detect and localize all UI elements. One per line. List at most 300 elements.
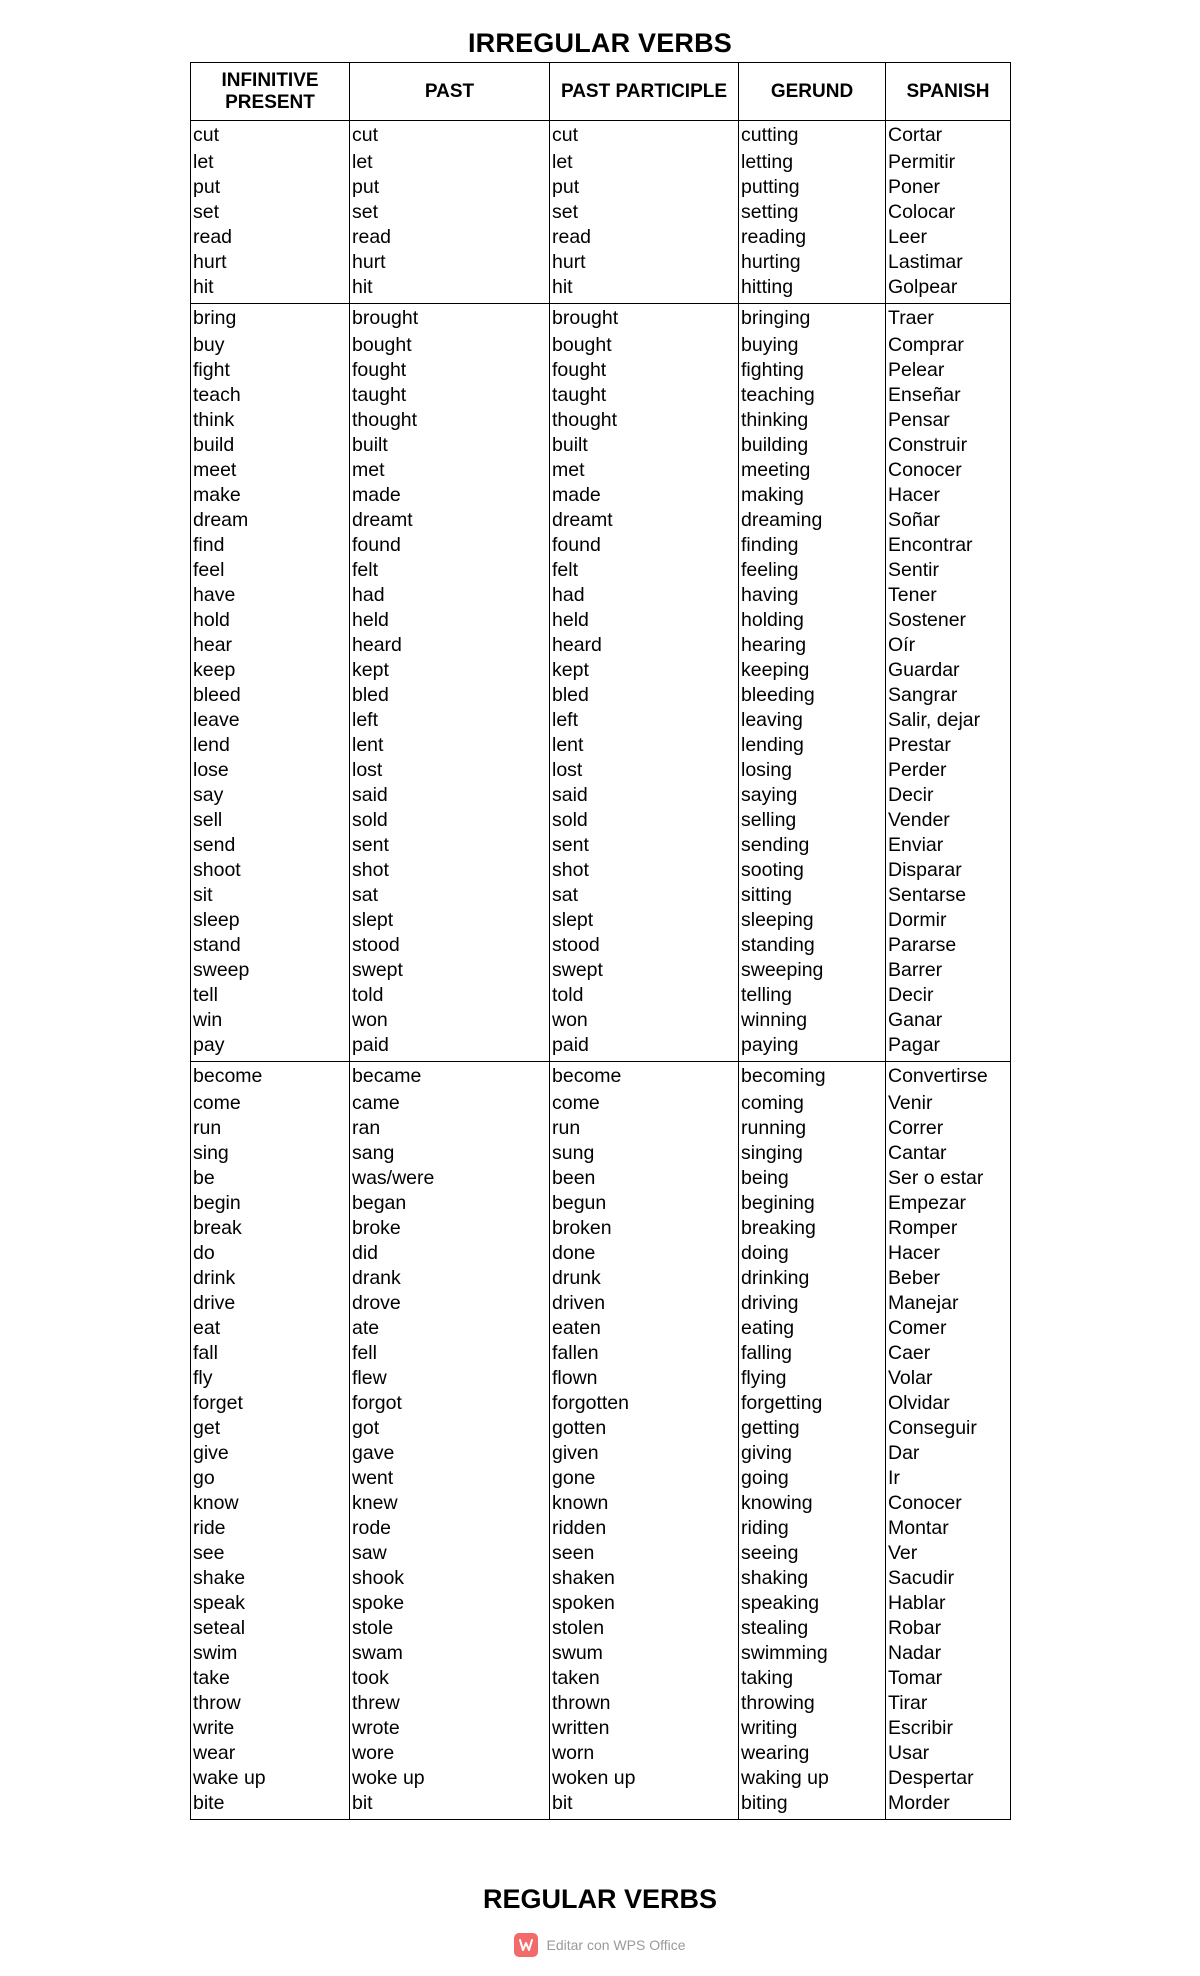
cell-infinitive: set — [191, 200, 350, 225]
cell-past: put — [350, 175, 550, 200]
table-row — [191, 150, 1011, 175]
cell-gerund: bleeding — [739, 683, 886, 708]
cell-infinitive: fight — [191, 358, 350, 383]
cell-infinitive: forget — [191, 1391, 350, 1416]
cell-past: forgot — [350, 1391, 550, 1416]
cell-past-participle: swept — [550, 958, 739, 983]
cell-spanish: Tomar — [886, 1666, 1011, 1691]
table-row — [191, 275, 1011, 304]
table-row — [191, 1216, 1011, 1241]
cell-past-participle: ridden — [550, 1516, 739, 1541]
cell-spanish: Dormir — [886, 908, 1011, 933]
cell-past-participle: sent — [550, 833, 739, 858]
cell-gerund: shaking — [739, 1566, 886, 1591]
cell-past-participle: thought — [550, 408, 739, 433]
cell-infinitive: sit — [191, 883, 350, 908]
cell-spanish: Lastimar — [886, 250, 1011, 275]
cell-past-participle: fought — [550, 358, 739, 383]
cell-past: drove — [350, 1291, 550, 1316]
cell-past-participle: spoken — [550, 1591, 739, 1616]
table-row — [191, 408, 1011, 433]
table-row — [191, 1766, 1011, 1791]
cell-gerund: becoming — [739, 1062, 886, 1092]
cell-past: cut — [350, 121, 550, 151]
cell-infinitive: sweep — [191, 958, 350, 983]
cell-past-participle: told — [550, 983, 739, 1008]
cell-past: built — [350, 433, 550, 458]
cell-past-participle: read — [550, 225, 739, 250]
irregular-verbs-table — [190, 62, 1011, 1820]
table-row — [191, 583, 1011, 608]
cell-past-participle: flown — [550, 1366, 739, 1391]
table-row — [191, 983, 1011, 1008]
cell-past: heard — [350, 633, 550, 658]
cell-spanish: Venir — [886, 1091, 1011, 1116]
cell-past: fell — [350, 1341, 550, 1366]
table-row — [191, 883, 1011, 908]
cell-past: found — [350, 533, 550, 558]
table-body — [191, 121, 1011, 1820]
cell-infinitive: sell — [191, 808, 350, 833]
section-title-regular-verbs: REGULAR VERBS — [482, 1884, 718, 1914]
cell-spanish: Perder — [886, 758, 1011, 783]
cell-past: bled — [350, 683, 550, 708]
cell-gerund: winning — [739, 1008, 886, 1033]
cell-past: paid — [350, 1033, 550, 1062]
cell-gerund: selling — [739, 808, 886, 833]
cell-gerund: stealing — [739, 1616, 886, 1641]
cell-past-participle: fallen — [550, 1341, 739, 1366]
cell-gerund: making — [739, 483, 886, 508]
cell-past: ate — [350, 1316, 550, 1341]
cell-infinitive: do — [191, 1241, 350, 1266]
cell-gerund: sweeping — [739, 958, 886, 983]
cell-gerund: swimming — [739, 1641, 886, 1666]
cell-past: wrote — [350, 1716, 550, 1741]
cell-spanish: Beber — [886, 1266, 1011, 1291]
cell-past-participle: let — [550, 150, 739, 175]
cell-past-participle: sold — [550, 808, 739, 833]
table-row — [191, 1033, 1011, 1062]
cell-past-participle: known — [550, 1491, 739, 1516]
cell-spanish: Golpear — [886, 275, 1011, 304]
cell-past: shot — [350, 858, 550, 883]
table-row — [191, 1141, 1011, 1166]
cell-spanish: Tirar — [886, 1691, 1011, 1716]
cell-infinitive: think — [191, 408, 350, 433]
cell-spanish: Usar — [886, 1741, 1011, 1766]
cell-past: drank — [350, 1266, 550, 1291]
cell-past-participle: seen — [550, 1541, 739, 1566]
table-row — [191, 958, 1011, 983]
cell-infinitive: come — [191, 1091, 350, 1116]
table-row — [191, 1741, 1011, 1766]
cell-past-participle: shot — [550, 858, 739, 883]
cell-past: sat — [350, 883, 550, 908]
cell-past: woke up — [350, 1766, 550, 1791]
cell-spanish: Montar — [886, 1516, 1011, 1541]
cell-past-participle: woken up — [550, 1766, 739, 1791]
cell-gerund: holding — [739, 608, 886, 633]
cell-past: set — [350, 200, 550, 225]
table-row — [191, 533, 1011, 558]
cell-past: took — [350, 1666, 550, 1691]
cell-past-participle: bit — [550, 1791, 739, 1820]
cell-past-participle: made — [550, 483, 739, 508]
cell-past: threw — [350, 1691, 550, 1716]
cell-past: bit — [350, 1791, 550, 1820]
cell-gerund: sending — [739, 833, 886, 858]
cell-infinitive: meet — [191, 458, 350, 483]
cell-gerund: reading — [739, 225, 886, 250]
cell-gerund: waking up — [739, 1766, 886, 1791]
cell-gerund: knowing — [739, 1491, 886, 1516]
cell-infinitive: make — [191, 483, 350, 508]
cell-infinitive: stand — [191, 933, 350, 958]
cell-gerund: falling — [739, 1341, 886, 1366]
cell-past-participle: heard — [550, 633, 739, 658]
cell-past-participle: broken — [550, 1216, 739, 1241]
cell-past: hurt — [350, 250, 550, 275]
cell-spanish: Cantar — [886, 1141, 1011, 1166]
cell-spanish: Colocar — [886, 200, 1011, 225]
column-header-infinitive: INFINITIVE PRESENT — [191, 63, 350, 121]
cell-gerund: meeting — [739, 458, 886, 483]
cell-gerund: keeping — [739, 658, 886, 683]
cell-spanish: Robar — [886, 1616, 1011, 1641]
column-header-gerund: GERUND — [739, 63, 886, 121]
cell-past: held — [350, 608, 550, 633]
cell-spanish: Manejar — [886, 1291, 1011, 1316]
cell-gerund: doing — [739, 1241, 886, 1266]
table-row — [191, 508, 1011, 533]
cell-infinitive: lend — [191, 733, 350, 758]
table-row — [191, 1316, 1011, 1341]
table-row — [191, 1716, 1011, 1741]
table-row — [191, 1062, 1011, 1092]
cell-spanish: Sentir — [886, 558, 1011, 583]
table-row — [191, 225, 1011, 250]
cell-past-participle: felt — [550, 558, 739, 583]
table-row — [191, 1116, 1011, 1141]
table-row — [191, 858, 1011, 883]
cell-past: fought — [350, 358, 550, 383]
table-row — [191, 250, 1011, 275]
cell-infinitive: read — [191, 225, 350, 250]
wps-footer[interactable] — [0, 1933, 1200, 1957]
cell-spanish: Enseñar — [886, 383, 1011, 408]
cell-past-participle: stolen — [550, 1616, 739, 1641]
cell-gerund: losing — [739, 758, 886, 783]
table-row — [191, 933, 1011, 958]
cell-infinitive: fall — [191, 1341, 350, 1366]
cell-past: kept — [350, 658, 550, 683]
cell-spanish: Hablar — [886, 1591, 1011, 1616]
cell-spanish: Volar — [886, 1366, 1011, 1391]
cell-infinitive: leave — [191, 708, 350, 733]
table-row — [191, 1366, 1011, 1391]
cell-infinitive: hurt — [191, 250, 350, 275]
cell-past-participle: driven — [550, 1291, 739, 1316]
cell-gerund: standing — [739, 933, 886, 958]
cell-past: slept — [350, 908, 550, 933]
cell-past: met — [350, 458, 550, 483]
cell-gerund: breaking — [739, 1216, 886, 1241]
table-row — [191, 683, 1011, 708]
cell-spanish: Ser o estar — [886, 1166, 1011, 1191]
cell-spanish: Construir — [886, 433, 1011, 458]
cell-past: rode — [350, 1516, 550, 1541]
cell-infinitive: bleed — [191, 683, 350, 708]
cell-past-participle: met — [550, 458, 739, 483]
cell-past: wore — [350, 1741, 550, 1766]
cell-past: sold — [350, 808, 550, 833]
cell-gerund: going — [739, 1466, 886, 1491]
cell-spanish: Pelear — [886, 358, 1011, 383]
cell-past-participle: come — [550, 1091, 739, 1116]
table-row — [191, 1641, 1011, 1666]
cell-gerund: hurting — [739, 250, 886, 275]
cell-gerund: leaving — [739, 708, 886, 733]
cell-infinitive: pay — [191, 1033, 350, 1062]
cell-spanish: Encontrar — [886, 533, 1011, 558]
cell-past-participle: thrown — [550, 1691, 739, 1716]
cell-spanish: Traer — [886, 304, 1011, 334]
cell-gerund: paying — [739, 1033, 886, 1062]
page-title: IRREGULAR VERBS — [467, 28, 733, 58]
cell-gerund: giving — [739, 1441, 886, 1466]
table-row — [191, 1441, 1011, 1466]
cell-gerund: throwing — [739, 1691, 886, 1716]
cell-infinitive: cut — [191, 121, 350, 151]
cell-spanish: Sentarse — [886, 883, 1011, 908]
cell-infinitive: see — [191, 1541, 350, 1566]
cell-past: broke — [350, 1216, 550, 1241]
cell-past-participle: been — [550, 1166, 739, 1191]
cell-past: became — [350, 1062, 550, 1092]
cell-past-participle: won — [550, 1008, 739, 1033]
cell-gerund: running — [739, 1116, 886, 1141]
cell-infinitive: write — [191, 1716, 350, 1741]
cell-past: stood — [350, 933, 550, 958]
cell-infinitive: win — [191, 1008, 350, 1033]
cell-infinitive: feel — [191, 558, 350, 583]
table-row — [191, 1241, 1011, 1266]
cell-past: sent — [350, 833, 550, 858]
table-row — [191, 1191, 1011, 1216]
cell-past: spoke — [350, 1591, 550, 1616]
cell-spanish: Salir, dejar — [886, 708, 1011, 733]
table-row — [191, 200, 1011, 225]
cell-past-participle: eaten — [550, 1316, 739, 1341]
cell-past: hit — [350, 275, 550, 304]
table-row — [191, 1791, 1011, 1820]
cell-infinitive: give — [191, 1441, 350, 1466]
table-row — [191, 1591, 1011, 1616]
column-header-spanish: SPANISH — [886, 63, 1011, 121]
cell-infinitive: be — [191, 1166, 350, 1191]
cell-past-participle: found — [550, 533, 739, 558]
cell-infinitive: tell — [191, 983, 350, 1008]
cell-spanish: Cortar — [886, 121, 1011, 151]
table-row — [191, 808, 1011, 833]
cell-spanish: Morder — [886, 1791, 1011, 1820]
cell-past: flew — [350, 1366, 550, 1391]
cell-spanish: Poner — [886, 175, 1011, 200]
cell-infinitive: bite — [191, 1791, 350, 1820]
cell-past-participle: done — [550, 1241, 739, 1266]
cell-past: lent — [350, 733, 550, 758]
cell-past: told — [350, 983, 550, 1008]
cell-past-participle: swum — [550, 1641, 739, 1666]
cell-gerund: lending — [739, 733, 886, 758]
cell-past-participle: become — [550, 1062, 739, 1092]
cell-spanish: Prestar — [886, 733, 1011, 758]
table-row — [191, 1516, 1011, 1541]
cell-past-participle: lost — [550, 758, 739, 783]
cell-spanish: Conocer — [886, 1491, 1011, 1516]
cell-infinitive: throw — [191, 1691, 350, 1716]
table-row — [191, 1166, 1011, 1191]
cell-spanish: Decir — [886, 983, 1011, 1008]
table-row — [191, 1466, 1011, 1491]
cell-past: left — [350, 708, 550, 733]
cell-infinitive: send — [191, 833, 350, 858]
cell-past-participle: worn — [550, 1741, 739, 1766]
cell-infinitive: shake — [191, 1566, 350, 1591]
cell-gerund: saying — [739, 783, 886, 808]
table-row — [191, 783, 1011, 808]
cell-infinitive: drink — [191, 1266, 350, 1291]
cell-past-participle: stood — [550, 933, 739, 958]
cell-gerund: flying — [739, 1366, 886, 1391]
cell-past-participle: forgotten — [550, 1391, 739, 1416]
cell-infinitive: buy — [191, 333, 350, 358]
cell-past-participle: hurt — [550, 250, 739, 275]
table-row — [191, 304, 1011, 334]
cell-infinitive: ride — [191, 1516, 350, 1541]
cell-past-participle: held — [550, 608, 739, 633]
cell-gerund: singing — [739, 1141, 886, 1166]
cell-gerund: getting — [739, 1416, 886, 1441]
table-row — [191, 121, 1011, 151]
cell-past: was/were — [350, 1166, 550, 1191]
cell-spanish: Leer — [886, 225, 1011, 250]
cell-past: did — [350, 1241, 550, 1266]
table-row — [191, 1691, 1011, 1716]
cell-infinitive: teach — [191, 383, 350, 408]
table-row — [191, 1008, 1011, 1033]
cell-infinitive: wear — [191, 1741, 350, 1766]
table-row — [191, 1341, 1011, 1366]
cell-gerund: begining — [739, 1191, 886, 1216]
cell-past: taught — [350, 383, 550, 408]
cell-infinitive: let — [191, 150, 350, 175]
cell-infinitive: sing — [191, 1141, 350, 1166]
cell-spanish: Guardar — [886, 658, 1011, 683]
cell-gerund: feeling — [739, 558, 886, 583]
cell-infinitive: know — [191, 1491, 350, 1516]
cell-past-participle: lent — [550, 733, 739, 758]
cell-spanish: Sangrar — [886, 683, 1011, 708]
cell-past-participle: bled — [550, 683, 739, 708]
cell-spanish: Vender — [886, 808, 1011, 833]
cell-gerund: hitting — [739, 275, 886, 304]
table-row — [191, 608, 1011, 633]
cell-past: gave — [350, 1441, 550, 1466]
cell-spanish: Pagar — [886, 1033, 1011, 1062]
cell-past: felt — [350, 558, 550, 583]
cell-past: dreamt — [350, 508, 550, 533]
table-row — [191, 1616, 1011, 1641]
cell-past-participle: given — [550, 1441, 739, 1466]
cell-infinitive: dream — [191, 508, 350, 533]
table-row — [191, 758, 1011, 783]
cell-past: swam — [350, 1641, 550, 1666]
cell-past-participle: set — [550, 200, 739, 225]
cell-spanish: Sacudir — [886, 1566, 1011, 1591]
cell-past-participle: brought — [550, 304, 739, 334]
cell-spanish: Hacer — [886, 483, 1011, 508]
cell-gerund: letting — [739, 150, 886, 175]
cell-past: shook — [350, 1566, 550, 1591]
wps-office-logo-icon — [514, 1933, 538, 1957]
cell-infinitive: shoot — [191, 858, 350, 883]
table-row — [191, 633, 1011, 658]
table-row — [191, 1416, 1011, 1441]
cell-infinitive: keep — [191, 658, 350, 683]
cell-infinitive: break — [191, 1216, 350, 1241]
cell-past: stole — [350, 1616, 550, 1641]
cell-gerund: seeing — [739, 1541, 886, 1566]
column-header-past-participle: PAST PARTICIPLE — [550, 63, 739, 121]
cell-spanish: Nadar — [886, 1641, 1011, 1666]
cell-gerund: buying — [739, 333, 886, 358]
cell-past-participle: shaken — [550, 1566, 739, 1591]
cell-past-participle: gotten — [550, 1416, 739, 1441]
cell-past: read — [350, 225, 550, 250]
cell-spanish: Ganar — [886, 1008, 1011, 1033]
cell-infinitive: hit — [191, 275, 350, 304]
cell-past-participle: kept — [550, 658, 739, 683]
table-row — [191, 1291, 1011, 1316]
cell-past: saw — [350, 1541, 550, 1566]
cell-infinitive: build — [191, 433, 350, 458]
cell-infinitive: put — [191, 175, 350, 200]
cell-past: brought — [350, 304, 550, 334]
cell-spanish: Despertar — [886, 1766, 1011, 1791]
cell-spanish: Conocer — [886, 458, 1011, 483]
cell-gerund: thinking — [739, 408, 886, 433]
table-row — [191, 1541, 1011, 1566]
cell-gerund: biting — [739, 1791, 886, 1820]
cell-past-participle: bought — [550, 333, 739, 358]
cell-spanish: Escribir — [886, 1716, 1011, 1741]
table-row — [191, 558, 1011, 583]
cell-spanish: Soñar — [886, 508, 1011, 533]
table-row — [191, 658, 1011, 683]
cell-spanish: Caer — [886, 1341, 1011, 1366]
cell-past-participle: paid — [550, 1033, 739, 1062]
cell-infinitive: eat — [191, 1316, 350, 1341]
cell-past: won — [350, 1008, 550, 1033]
cell-past: sang — [350, 1141, 550, 1166]
cell-past-participle: run — [550, 1116, 739, 1141]
cell-past-participle: dreamt — [550, 508, 739, 533]
cell-gerund: telling — [739, 983, 886, 1008]
cell-gerund: being — [739, 1166, 886, 1191]
cell-gerund: eating — [739, 1316, 886, 1341]
